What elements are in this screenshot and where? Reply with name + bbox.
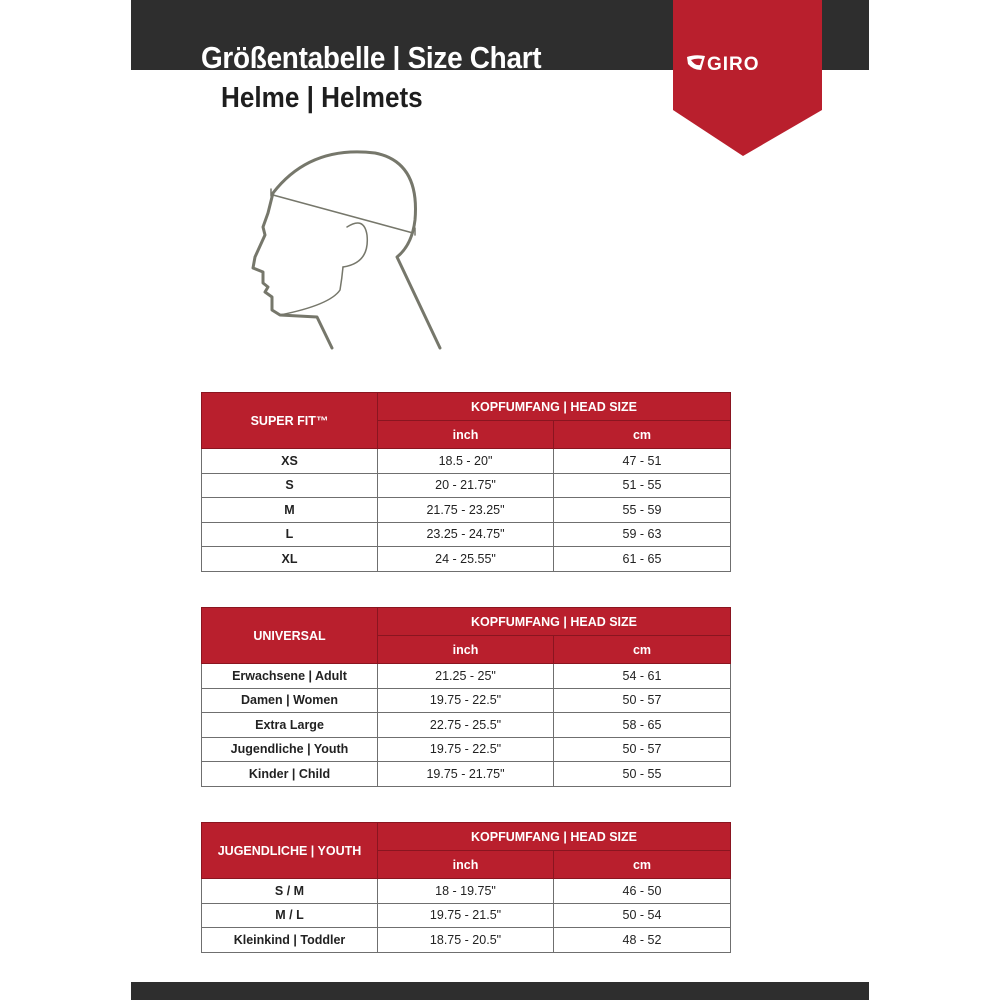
cm-value: 50 - 54 [554, 903, 731, 928]
svg-text:GIRO: GIRO [707, 54, 760, 75]
cm-value: 54 - 61 [554, 664, 731, 689]
table-row [202, 903, 731, 928]
table-header-row [202, 608, 731, 636]
head-measurement-illustration [230, 140, 460, 360]
table-row [202, 473, 731, 498]
footer-bar [131, 982, 869, 1000]
table-row [202, 879, 731, 904]
cm-value: 59 - 63 [554, 522, 731, 547]
cm-value: 46 - 50 [554, 879, 731, 904]
size-table [201, 607, 731, 787]
inch-column-header: inch [378, 421, 554, 449]
table-header-row [202, 393, 731, 421]
inch-value: 18.75 - 20.5" [378, 928, 554, 953]
page-title: Größentabelle | Size Chart [201, 40, 542, 75]
inch-value: 18.5 - 20" [378, 449, 554, 474]
table-row [202, 688, 731, 713]
table-category-label: JUGENDLICHE | YOUTH [202, 823, 378, 879]
head-size-header: KOPFUMFANG | HEAD SIZE [378, 608, 731, 636]
table-row [202, 713, 731, 738]
table-row [202, 737, 731, 762]
table-category-label: UNIVERSAL [202, 608, 378, 664]
size-label: Extra Large [202, 713, 378, 738]
cm-column-header: cm [554, 421, 731, 449]
cm-value: 50 - 57 [554, 688, 731, 713]
size-label: XL [202, 547, 378, 572]
inch-value: 19.75 - 21.75" [378, 762, 554, 787]
table-row [202, 522, 731, 547]
table-category-label: SUPER FIT™ [202, 393, 378, 449]
table-row [202, 664, 731, 689]
inch-value: 23.25 - 24.75" [378, 522, 554, 547]
table-row [202, 547, 731, 572]
size-label: M / L [202, 903, 378, 928]
size-label: Kleinkind | Toddler [202, 928, 378, 953]
table-row [202, 449, 731, 474]
cm-value: 61 - 65 [554, 547, 731, 572]
inch-value: 20 - 21.75" [378, 473, 554, 498]
cm-value: 51 - 55 [554, 473, 731, 498]
inch-value: 18 - 19.75" [378, 879, 554, 904]
cm-value: 50 - 55 [554, 762, 731, 787]
head-size-header: KOPFUMFANG | HEAD SIZE [378, 823, 731, 851]
size-label: M [202, 498, 378, 523]
inch-value: 24 - 25.55" [378, 547, 554, 572]
size-label: Kinder | Child [202, 762, 378, 787]
cm-value: 50 - 57 [554, 737, 731, 762]
page-subtitle: Helme | Helmets [221, 82, 423, 114]
size-table [201, 822, 731, 953]
size-label: Damen | Women [202, 688, 378, 713]
cm-column-header: cm [554, 636, 731, 664]
giro-logo-banner [673, 0, 822, 156]
table-row [202, 762, 731, 787]
inch-column-header: inch [378, 851, 554, 879]
inch-value: 19.75 - 22.5" [378, 737, 554, 762]
inch-value: 19.75 - 22.5" [378, 688, 554, 713]
inch-value: 19.75 - 21.5" [378, 903, 554, 928]
table-header-row [202, 823, 731, 851]
size-label: S / M [202, 879, 378, 904]
cm-value: 55 - 59 [554, 498, 731, 523]
cm-column-header: cm [554, 851, 731, 879]
size-label: Erwachsene | Adult [202, 664, 378, 689]
inch-value: 21.25 - 25" [378, 664, 554, 689]
cm-value: 48 - 52 [554, 928, 731, 953]
inch-value: 22.75 - 25.5" [378, 713, 554, 738]
inch-value: 21.75 - 23.25" [378, 498, 554, 523]
inch-column-header: inch [378, 636, 554, 664]
size-table [201, 392, 731, 572]
size-label: L [202, 522, 378, 547]
table-row [202, 928, 731, 953]
head-size-header: KOPFUMFANG | HEAD SIZE [378, 393, 731, 421]
size-label: XS [202, 449, 378, 474]
cm-value: 47 - 51 [554, 449, 731, 474]
table-row [202, 498, 731, 523]
size-label: S [202, 473, 378, 498]
cm-value: 58 - 65 [554, 713, 731, 738]
size-label: Jugendliche | Youth [202, 737, 378, 762]
